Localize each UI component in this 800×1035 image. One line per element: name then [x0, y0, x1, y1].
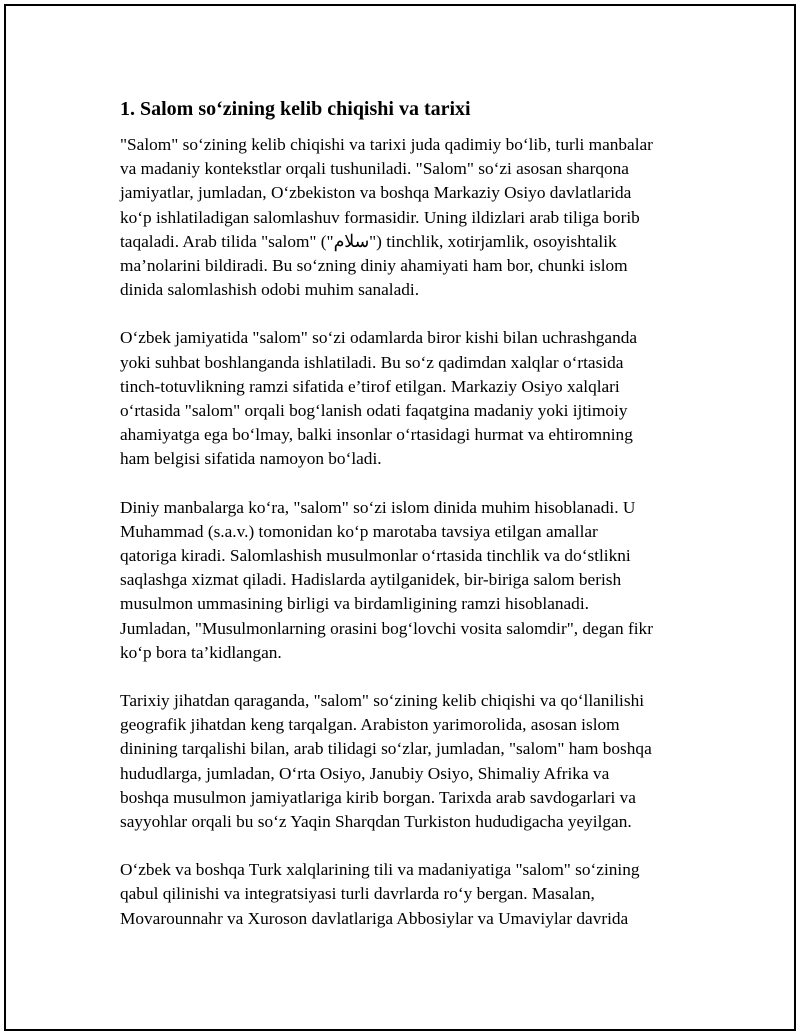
text-line: Jumladan, "Musulmonlarning orasini bog‘lovchi vosita salomdir", degan fikr: [120, 618, 653, 638]
text-line: va madaniy kontekstlar orqali tushuniladi. "Salom" so‘zi asosan sharqona: [120, 159, 629, 179]
page-frame: [4, 4, 796, 1031]
text-line: taqaladi. Arab tilida "salom" ("سلام") tinchlik, xotirjamlik, osoyishtalik: [120, 231, 617, 251]
text-line: dinida salomlashish odobi muhim sanaladi.: [120, 280, 420, 300]
text-line: Movarounnahr va Xuroson davlatlariga Abbosiylar va Umaviylar davrida: [120, 908, 629, 928]
text-line: musulmon ummasining birligi va birdamligining ramzi hisoblanadi.: [120, 594, 589, 614]
text-line: saqlashga xizmat qiladi. Hadislarda aytilganidek, bir-biriga salom berish: [120, 570, 622, 590]
text-line: jamiyatlar, jumladan, O‘zbekiston va boshqa Markaziy Osiyo davlatlarida: [120, 183, 632, 203]
text-line: boshqa musulmon jamiyatlariga kirib borgan. Tarixda arab savdogarlari va: [120, 787, 636, 807]
text-line: tinch-totuvlikning ramzi sifatida e’tirof etilgan. Markaziy Osiyo xalqlari: [120, 376, 620, 396]
text-line: qatoriga kiradi. Salomlashish musulmonlar o‘rtasida tinchlik va do‘stlikni: [120, 546, 631, 566]
paragraph-3: [120, 496, 700, 665]
text-line: "Salom" so‘zining kelib chiqishi va tarixi juda qadimiy bo‘lib, turli manbalar: [120, 135, 653, 154]
text-line: dinining tarqalishi bilan, arab tilidagi so‘zlar, jumladan, "salom" ham boshqa: [120, 739, 652, 759]
text-line: ma’nolarini bildiradi. Bu so‘zning diniy ahamiyati ham bor, chunki islom: [120, 256, 628, 276]
text-line: Diniy manbalarga ko‘ra, "salom" so‘zi islom dinida muhim hisoblanadi. U: [120, 497, 636, 517]
text-line: ko‘p ishlatiladigan salomlashuv formasidir. Uning ildizlari arab tiliga borib: [120, 207, 640, 227]
text-line: o‘rtasida "salom" orqali bog‘lanish odati faqatgina madaniy yoki ijtimoiy: [120, 401, 628, 421]
document-body: [120, 96, 700, 955]
text-line: ko‘p bora ta’kidlangan.: [120, 642, 282, 662]
paragraph-4: [120, 689, 700, 834]
text-line: ham belgisi sifatida namoyon bo‘ladi.: [120, 449, 382, 469]
text-line: sayyohlar orqali bu so‘z Yaqin Sharqdan Turkiston hududigacha yeyilgan.: [120, 812, 632, 832]
text-line: hududlarga, jumladan, O‘rta Osiyo, Janubiy Osiyo, Shimaliy Afrika va: [120, 763, 610, 783]
text-line: geografik jihatdan keng tarqalgan. Arabiston yarimorolida, asosan islom: [120, 715, 620, 735]
text-line: ahamiyatga ega bo‘lmay, balki insonlar o‘rtasidagi hurmat va ehtiromning: [120, 425, 633, 445]
paragraph-1: [120, 133, 700, 302]
text-line: qabul qilinishi va integratsiyasi turli davrlarda ro‘y bergan. Masalan,: [120, 884, 595, 904]
text-line: yoki suhbat boshlanganda ishlatiladi. Bu so‘z qadimdan xalqlar o‘rtasida: [120, 352, 624, 372]
paragraph-5: [120, 858, 700, 931]
section-heading: 1. Salom so‘zining kelib chiqishi va tarixi: [120, 98, 471, 120]
text-line: Tarixiy jihatdan qaraganda, "salom" so‘zining kelib chiqishi va qo‘llanilishi: [120, 691, 645, 711]
text-line: Muhammad (s.a.v.) tomonidan ko‘p marotaba tavsiya etilgan amallar: [120, 521, 598, 541]
paragraph-2: [120, 326, 700, 471]
text-line: O‘zbek va boshqa Turk xalqlarining tili va madaniyatiga "salom" so‘zining: [120, 860, 640, 880]
text-line: O‘zbek jamiyatida "salom" so‘zi odamlarda biror kishi bilan uchrashganda: [120, 328, 638, 348]
